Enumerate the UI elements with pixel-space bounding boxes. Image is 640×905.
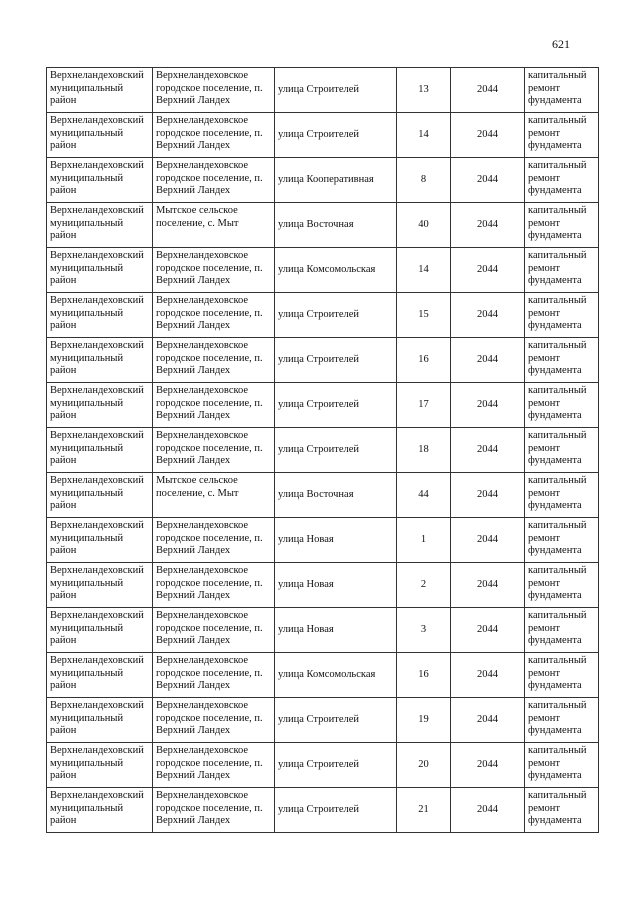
works-type-cell: капитальный ремонт фундамента xyxy=(525,698,599,743)
works-type-cell: капитальный ремонт фундамента xyxy=(525,653,599,698)
street-cell: улица Строителей xyxy=(275,113,397,158)
house-number-cell: 16 xyxy=(397,338,451,383)
table-row xyxy=(47,518,599,563)
street-cell: улица Строителей xyxy=(275,428,397,473)
house-number-cell: 2 xyxy=(397,563,451,608)
works-type-cell: капитальный ремонт фундамента xyxy=(525,203,599,248)
street-cell: улица Строителей xyxy=(275,698,397,743)
district-cell: Верхнеландеховский муниципальный район xyxy=(47,383,153,428)
house-number-cell: 18 xyxy=(397,428,451,473)
district-cell: Верхнеландеховский муниципальный район xyxy=(47,608,153,653)
district-cell: Верхнеландеховский муниципальный район xyxy=(47,788,153,833)
table-row xyxy=(47,653,599,698)
house-number-cell: 13 xyxy=(397,68,451,113)
district-cell: Верхнеландеховский муниципальный район xyxy=(47,248,153,293)
year-cell: 2044 xyxy=(451,113,525,158)
street-cell: улица Комсомольская xyxy=(275,248,397,293)
house-number-cell: 17 xyxy=(397,383,451,428)
house-number-cell: 8 xyxy=(397,158,451,203)
settlement-cell: Верхнеландеховское городское поселение, п. Верхний Ландех xyxy=(153,698,275,743)
district-cell: Верхнеландеховский муниципальный район xyxy=(47,653,153,698)
year-cell: 2044 xyxy=(451,653,525,698)
works-type-cell: капитальный ремонт фундамента xyxy=(525,473,599,518)
house-number-cell: 16 xyxy=(397,653,451,698)
year-cell: 2044 xyxy=(451,428,525,473)
district-cell: Верхнеландеховский муниципальный район xyxy=(47,428,153,473)
district-cell: Верхнеландеховский муниципальный район xyxy=(47,203,153,248)
settlement-cell: Верхнеландеховское городское поселение, п. Верхний Ландех xyxy=(153,68,275,113)
year-cell: 2044 xyxy=(451,473,525,518)
works-type-cell: капитальный ремонт фундамента xyxy=(525,428,599,473)
house-number-cell: 19 xyxy=(397,698,451,743)
table-row xyxy=(47,428,599,473)
year-cell: 2044 xyxy=(451,608,525,653)
settlement-cell: Мытское сельское поселение, с. Мыт xyxy=(153,203,275,248)
street-cell: улица Строителей xyxy=(275,383,397,428)
district-cell: Верхнеландеховский муниципальный район xyxy=(47,473,153,518)
settlement-cell: Верхнеландеховское городское поселение, п. Верхний Ландех xyxy=(153,383,275,428)
street-cell: улица Строителей xyxy=(275,293,397,338)
works-type-cell: капитальный ремонт фундамента xyxy=(525,788,599,833)
house-number-cell: 14 xyxy=(397,113,451,158)
table-row xyxy=(47,338,599,383)
year-cell: 2044 xyxy=(451,563,525,608)
street-cell: улица Строителей xyxy=(275,68,397,113)
district-cell: Верхнеландеховский муниципальный район xyxy=(47,563,153,608)
table-row xyxy=(47,203,599,248)
table-row xyxy=(47,563,599,608)
works-type-cell: капитальный ремонт фундамента xyxy=(525,518,599,563)
works-type-cell: капитальный ремонт фундамента xyxy=(525,293,599,338)
house-number-cell: 21 xyxy=(397,788,451,833)
street-cell: улица Строителей xyxy=(275,743,397,788)
settlement-cell: Верхнеландеховское городское поселение, п. Верхний Ландех xyxy=(153,293,275,338)
house-number-cell: 14 xyxy=(397,248,451,293)
table-row xyxy=(47,788,599,833)
street-cell: улица Комсомольская xyxy=(275,653,397,698)
settlement-cell: Верхнеландеховское городское поселение, п. Верхний Ландех xyxy=(153,518,275,563)
table-row xyxy=(47,68,599,113)
street-cell: улица Строителей xyxy=(275,788,397,833)
works-type-cell: капитальный ремонт фундамента xyxy=(525,743,599,788)
settlement-cell: Верхнеландеховское городское поселение, п. Верхний Ландех xyxy=(153,563,275,608)
table-row xyxy=(47,608,599,653)
year-cell: 2044 xyxy=(451,383,525,428)
settlement-cell: Мытское сельское поселение, с. Мыт xyxy=(153,473,275,518)
table-row xyxy=(47,293,599,338)
year-cell: 2044 xyxy=(451,698,525,743)
street-cell: улица Новая xyxy=(275,608,397,653)
settlement-cell: Верхнеландеховское городское поселение, п. Верхний Ландех xyxy=(153,653,275,698)
district-cell: Верхнеландеховский муниципальный район xyxy=(47,158,153,203)
settlement-cell: Верхнеландеховское городское поселение, п. Верхний Ландех xyxy=(153,113,275,158)
works-type-cell: капитальный ремонт фундамента xyxy=(525,608,599,653)
district-cell: Верхнеландеховский муниципальный район xyxy=(47,338,153,383)
street-cell: улица Новая xyxy=(275,518,397,563)
house-number-cell: 20 xyxy=(397,743,451,788)
district-cell: Верхнеландеховский муниципальный район xyxy=(47,698,153,743)
table-row xyxy=(47,383,599,428)
settlement-cell: Верхнеландеховское городское поселение, п. Верхний Ландех xyxy=(153,428,275,473)
year-cell: 2044 xyxy=(451,788,525,833)
house-number-cell: 40 xyxy=(397,203,451,248)
registry-table xyxy=(46,67,599,833)
house-number-cell: 44 xyxy=(397,473,451,518)
house-number-cell: 1 xyxy=(397,518,451,563)
settlement-cell: Верхнеландеховское городское поселение, п. Верхний Ландех xyxy=(153,608,275,653)
district-cell: Верхнеландеховский муниципальный район xyxy=(47,68,153,113)
works-type-cell: капитальный ремонт фундамента xyxy=(525,68,599,113)
table-row xyxy=(47,473,599,518)
page-number: 621 xyxy=(552,37,570,51)
year-cell: 2044 xyxy=(451,743,525,788)
street-cell: улица Восточная xyxy=(275,473,397,518)
street-cell: улица Новая xyxy=(275,563,397,608)
works-type-cell: капитальный ремонт фундамента xyxy=(525,338,599,383)
settlement-cell: Верхнеландеховское городское поселение, п. Верхний Ландех xyxy=(153,743,275,788)
table-row xyxy=(47,248,599,293)
street-cell: улица Кооперативная xyxy=(275,158,397,203)
works-type-cell: капитальный ремонт фундамента xyxy=(525,158,599,203)
settlement-cell: Верхнеландеховское городское поселение, п. Верхний Ландех xyxy=(153,158,275,203)
district-cell: Верхнеландеховский муниципальный район xyxy=(47,293,153,338)
works-type-cell: капитальный ремонт фундамента xyxy=(525,383,599,428)
year-cell: 2044 xyxy=(451,203,525,248)
table-row xyxy=(47,743,599,788)
district-cell: Верхнеландеховский муниципальный район xyxy=(47,518,153,563)
works-type-cell: капитальный ремонт фундамента xyxy=(525,248,599,293)
table-row xyxy=(47,158,599,203)
table-row xyxy=(47,698,599,743)
house-number-cell: 15 xyxy=(397,293,451,338)
year-cell: 2044 xyxy=(451,338,525,383)
district-cell: Верхнеландеховский муниципальный район xyxy=(47,743,153,788)
street-cell: улица Строителей xyxy=(275,338,397,383)
year-cell: 2044 xyxy=(451,248,525,293)
settlement-cell: Верхнеландеховское городское поселение, п. Верхний Ландех xyxy=(153,248,275,293)
settlement-cell: Верхнеландеховское городское поселение, п. Верхний Ландех xyxy=(153,788,275,833)
house-number-cell: 3 xyxy=(397,608,451,653)
year-cell: 2044 xyxy=(451,293,525,338)
registry-table-body xyxy=(47,68,599,833)
year-cell: 2044 xyxy=(451,158,525,203)
settlement-cell: Верхнеландеховское городское поселение, п. Верхний Ландех xyxy=(153,338,275,383)
street-cell: улица Восточная xyxy=(275,203,397,248)
works-type-cell: капитальный ремонт фундамента xyxy=(525,113,599,158)
works-type-cell: капитальный ремонт фундамента xyxy=(525,563,599,608)
year-cell: 2044 xyxy=(451,68,525,113)
district-cell: Верхнеландеховский муниципальный район xyxy=(47,113,153,158)
table-row xyxy=(47,113,599,158)
year-cell: 2044 xyxy=(451,518,525,563)
